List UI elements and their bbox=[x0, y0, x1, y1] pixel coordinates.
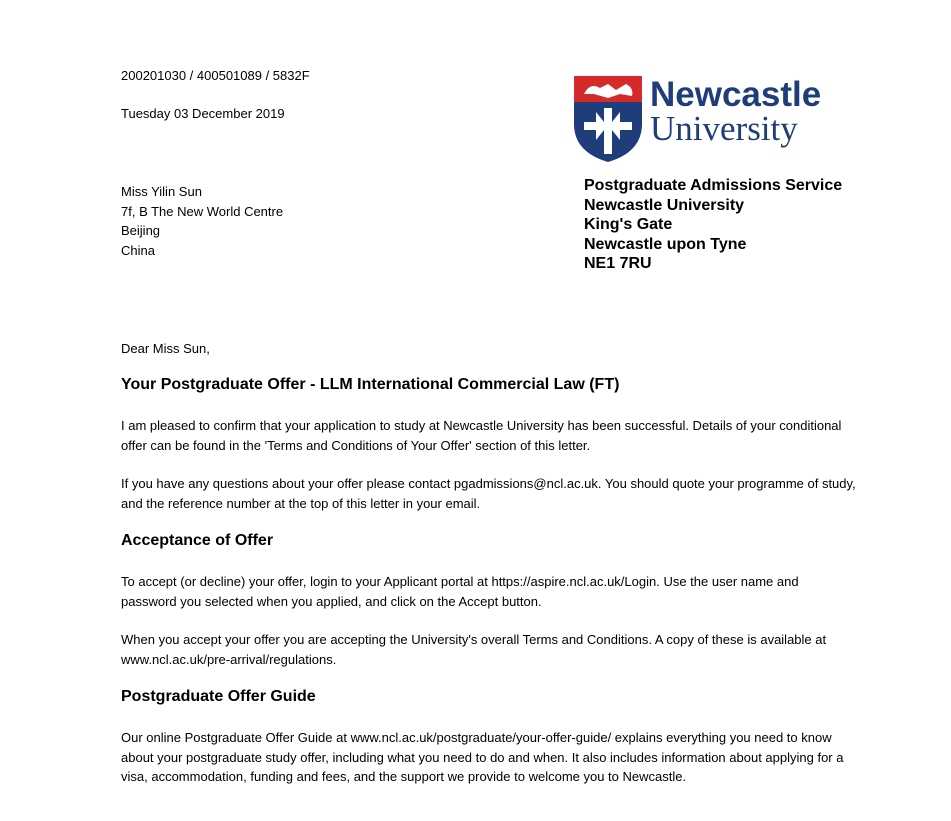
recipient-street: 7f, B The New World Centre bbox=[121, 203, 284, 219]
sender-address bbox=[584, 176, 842, 274]
paragraph-questions bbox=[121, 474, 861, 513]
letter-date: Tuesday 03 December 2019 bbox=[121, 106, 285, 121]
paragraph-line: offer can be found in the 'Terms and Conditions of Your Offer' section of this letter. bbox=[121, 437, 591, 453]
paragraph-line: When you accept your offer you are accepting the University's overall Terms and Conditions. A copy of these is available at bbox=[121, 632, 827, 647]
paragraph-line: I am pleased to confirm that your application to study at Newcastle University has been successful. Details of your conditional bbox=[121, 418, 842, 433]
sender-city: Newcastle upon Tyne bbox=[584, 235, 747, 253]
recipient-name: Miss Yilin Sun bbox=[121, 184, 202, 199]
paragraph-line: and the reference number at the top of this letter in your email. bbox=[121, 495, 481, 511]
logo-wordmark-line2: University bbox=[650, 109, 798, 148]
paragraph-accept-instructions bbox=[121, 572, 861, 611]
salutation: Dear Miss Sun, bbox=[121, 341, 210, 356]
logo-wordmark-line1: Newcastle bbox=[650, 75, 822, 114]
paragraph-line: www.ncl.ac.uk/pre-arrival/regulations. bbox=[121, 651, 337, 667]
recipient-country: China bbox=[121, 242, 155, 258]
paragraph-line: If you have any questions about your offer please contact pgadmissions@ncl.ac.uk. You should quote your programme of study, bbox=[121, 476, 856, 491]
offer-heading: Your Postgraduate Offer - LLM International Commercial Law (FT) bbox=[121, 376, 620, 393]
recipient-city: Beijing bbox=[121, 223, 161, 238]
sender-postcode: NE1 7RU bbox=[584, 255, 652, 273]
paragraph-line: Our online Postgraduate Offer Guide at www.ncl.ac.uk/postgraduate/your-offer-guide/ explains everything you need to know bbox=[121, 730, 832, 745]
paragraph-line: To accept (or decline) your offer, login to your Applicant portal at https://aspire.ncl.ac.uk/Login. Use the user name and bbox=[121, 574, 799, 589]
guide-heading: Postgraduate Offer Guide bbox=[121, 688, 316, 705]
sender-department: Postgraduate Admissions Service bbox=[584, 177, 843, 194]
paragraph-line: visa, accommodation, funding and fees, and the support we provide to welcome you to Newcastle. bbox=[121, 769, 687, 784]
paragraph-line: about your postgraduate study offer, including what you need to do and when. It also includes information about applying for a bbox=[121, 749, 844, 765]
paragraph-offer-guide bbox=[121, 728, 861, 787]
paragraph-line: password you selected when you applied, and click on the Accept button. bbox=[121, 593, 542, 609]
recipient-address bbox=[121, 182, 283, 260]
paragraph-terms bbox=[121, 630, 861, 669]
sender-organisation: Newcastle University bbox=[584, 196, 745, 214]
reference-number: 200201030 / 400501089 / 5832F bbox=[121, 68, 310, 83]
newcastle-university-logo bbox=[570, 72, 832, 164]
paragraph-confirmation bbox=[121, 416, 861, 455]
sender-building: King's Gate bbox=[584, 216, 673, 234]
newcastle-university-shield-icon bbox=[574, 76, 642, 162]
acceptance-heading: Acceptance of Offer bbox=[121, 532, 274, 549]
